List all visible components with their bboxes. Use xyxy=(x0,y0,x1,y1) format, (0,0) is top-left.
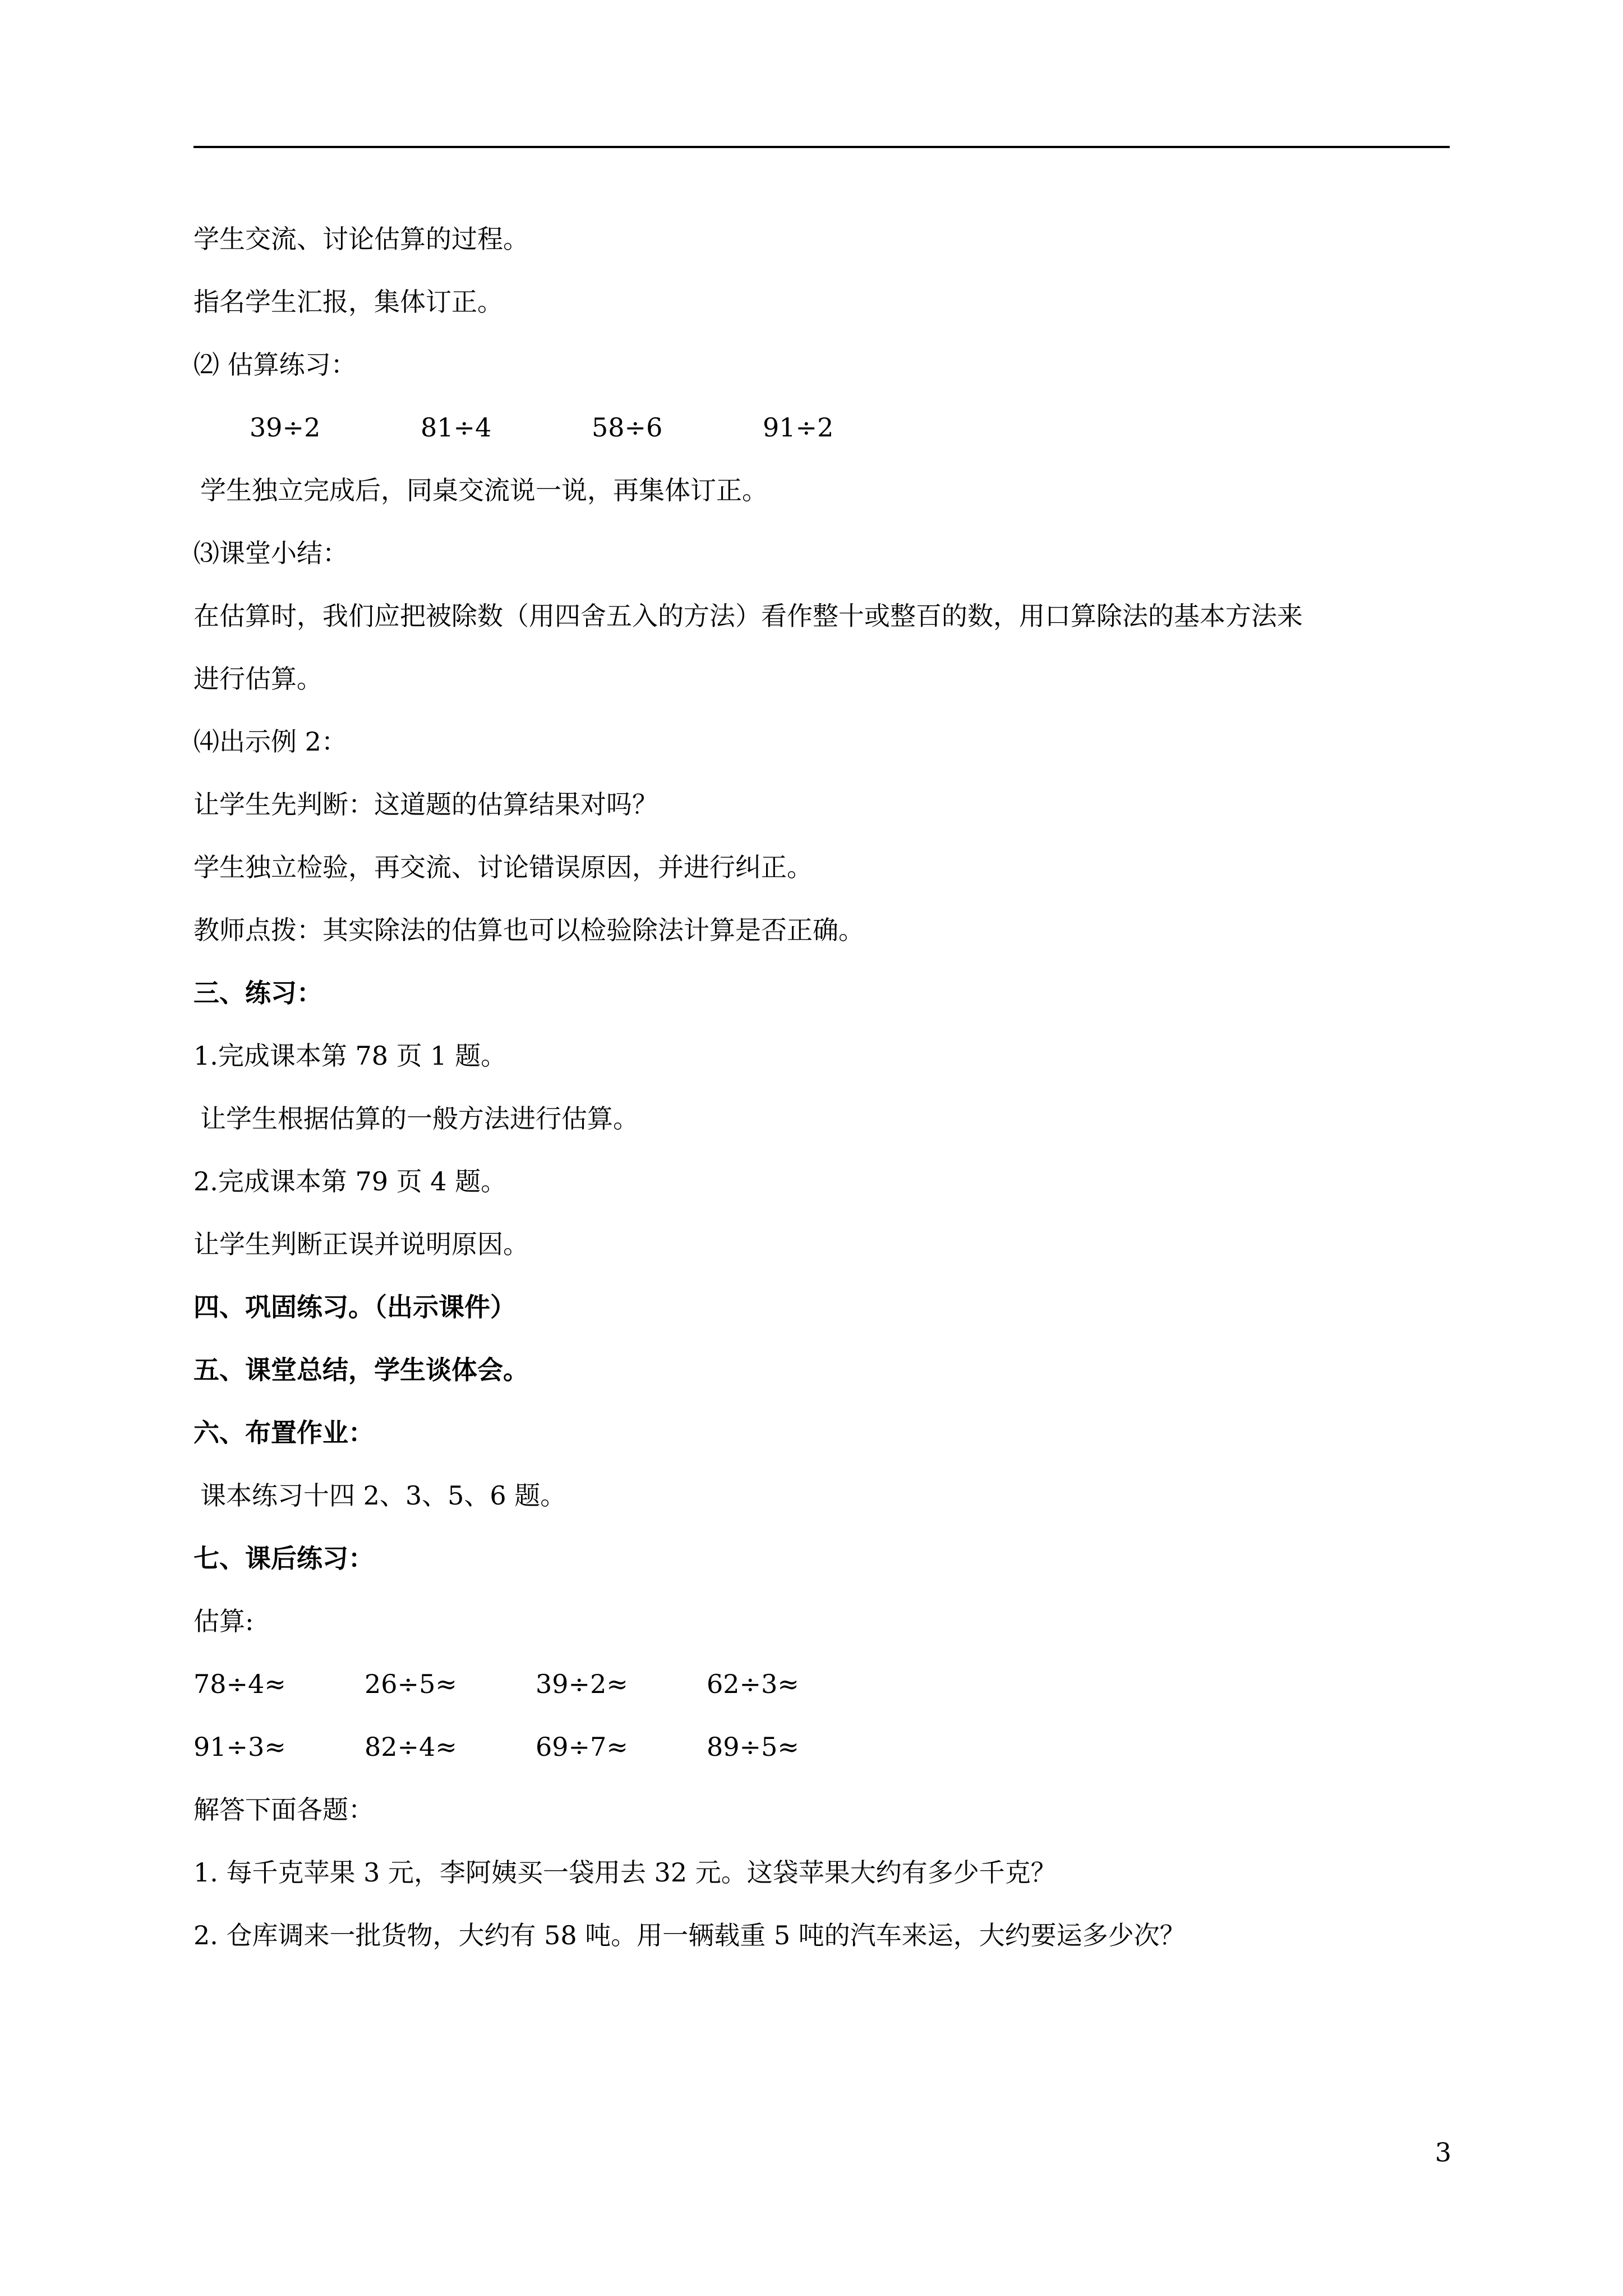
exercise-item: 2.完成课本第 79 页 4 题。 xyxy=(193,1166,507,1197)
estimate-item: 62÷3≈ xyxy=(707,1669,799,1699)
paragraph: 让学生判断正误并说明原因。 xyxy=(193,1229,529,1259)
exercise-item: 1.完成课本第 78 页 1 题。 xyxy=(193,1041,507,1071)
paragraph: 让学生根据估算的一般方法进行估算。 xyxy=(200,1103,639,1134)
header-rule xyxy=(193,146,1450,148)
paragraph: 课本练习十四 2、3、5、6 题。 xyxy=(200,1480,566,1511)
estimate-item: 69÷7≈ xyxy=(536,1732,628,1762)
estimate-item: 91÷3≈ xyxy=(193,1732,286,1762)
estimate-row xyxy=(193,1715,1450,1778)
section-subheading: ⑷出示例 2： xyxy=(193,726,347,757)
question-item: 1. 每千克苹果 3 元，李阿姨买一袋用去 32 元。这袋苹果大约有多少千克？ xyxy=(193,1857,1057,1888)
estimate-row xyxy=(193,1653,1450,1715)
paragraph: 学生交流、讨论估算的过程。 xyxy=(193,224,529,254)
paragraph: 指名学生汇报，集体订正。 xyxy=(193,287,503,317)
page-number: 3 xyxy=(1435,2137,1451,2168)
paragraph: 估算: xyxy=(193,1606,254,1636)
practice-item: 39÷2 xyxy=(250,412,321,443)
estimate-item: 78÷4≈ xyxy=(193,1669,286,1699)
paragraph: 解答下面各题： xyxy=(193,1795,374,1825)
document-body xyxy=(193,208,1450,1967)
paragraph: 进行估算。 xyxy=(193,664,322,694)
practice-item: 81÷4 xyxy=(421,412,492,443)
section-subheading: ⑶课堂小结： xyxy=(193,538,348,568)
paragraph: 学生独立完成后，同桌交流说一说，再集体订正。 xyxy=(200,475,768,505)
section-heading: 七、课后练习： xyxy=(193,1543,374,1573)
paragraph: 教师点拨：其实除法的估算也可以检验除法计算是否正确。 xyxy=(193,915,864,945)
estimate-item: 89÷5≈ xyxy=(707,1732,799,1762)
paragraph: 学生独立检验，再交流、讨论错误原因，并进行纠正。 xyxy=(193,852,813,882)
practice-item: 91÷2 xyxy=(763,412,834,443)
practice-row xyxy=(193,396,1450,459)
section-subheading: ⑵ 估算练习： xyxy=(193,349,357,380)
estimate-item: 39÷2≈ xyxy=(536,1669,628,1699)
section-heading: 三、练习： xyxy=(193,978,322,1008)
practice-item: 58÷6 xyxy=(592,412,663,443)
estimate-item: 82÷4≈ xyxy=(365,1732,457,1762)
paragraph: 在估算时，我们应把被除数（用四舍五入的方法）看作整十或整百的数，用口算除法的基本方法来 xyxy=(193,601,1303,631)
question-item: 2. 仓库调来一批货物，大约有 58 吨。用一辆载重 5 吨的汽车来运，大约要运多少次？ xyxy=(193,1920,1186,1950)
estimate-item: 26÷5≈ xyxy=(365,1669,457,1699)
section-heading: 四、巩固练习。（出示课件） xyxy=(193,1292,516,1322)
paragraph: 让学生先判断：这道题的估算结果对吗？ xyxy=(193,789,658,820)
section-heading: 六、布置作业： xyxy=(193,1418,374,1448)
section-heading: 五、课堂总结，学生谈体会。 xyxy=(193,1355,529,1385)
